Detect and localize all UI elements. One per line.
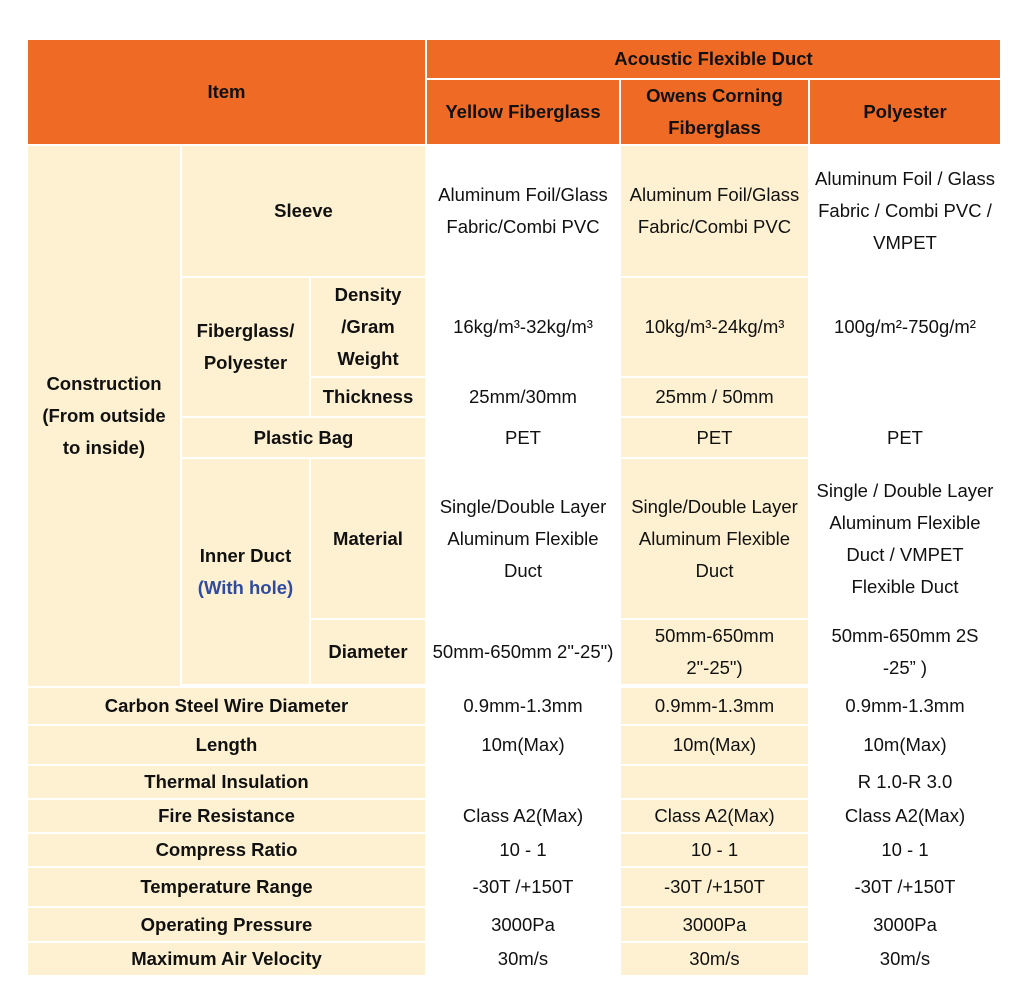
wire-col3: 0.9mm-1.3mm	[809, 687, 1001, 725]
thickness-col2: 25mm / 50mm	[620, 377, 809, 417]
table-row	[27, 687, 1001, 725]
plastic-col1: PET	[426, 417, 620, 458]
header-col3: Polyester	[809, 79, 1001, 145]
material-col3: Single / Double Layer Aluminum Flexible Duct / VMPET Flexible Duct	[809, 458, 1001, 619]
velocity-col2: 30m/s	[620, 942, 809, 976]
thermal-col3: R 1.0-R 3.0	[809, 765, 1001, 799]
density-col3: 100g/m²-750g/m²	[809, 277, 1001, 377]
pressure-col2: 3000Pa	[620, 907, 809, 942]
pressure-col3: 3000Pa	[809, 907, 1001, 942]
compress-col3: 10 - 1	[809, 833, 1001, 867]
density-col1: 16kg/m³-32kg/m³	[426, 277, 620, 377]
temp-label: Temperature Range	[27, 867, 426, 907]
material-col2: Single/Double Layer Aluminum Flexible Duct	[620, 458, 809, 619]
compress-label: Compress Ratio	[27, 833, 426, 867]
header-col1: Yellow Fiberglass	[426, 79, 620, 145]
length-label: Length	[27, 725, 426, 765]
sleeve-col1: Aluminum Foil/Glass Fabric/Combi PVC	[426, 145, 620, 277]
plastic-label: Plastic Bag	[181, 417, 426, 458]
fire-col2: Class A2(Max)	[620, 799, 809, 833]
fire-col3: Class A2(Max)	[809, 799, 1001, 833]
length-col1: 10m(Max)	[426, 725, 620, 765]
thickness-label: Thickness	[310, 377, 426, 417]
material-label: Material	[310, 458, 426, 619]
velocity-col3: 30m/s	[809, 942, 1001, 976]
wire-label: Carbon Steel Wire Diameter	[27, 687, 426, 725]
table-row	[27, 907, 1001, 942]
diameter-col3: 50mm-650mm 2S -25” )	[809, 619, 1001, 685]
table-row	[27, 942, 1001, 976]
sleeve-label: Sleeve	[181, 145, 426, 277]
table-row	[27, 145, 1001, 277]
fiber-label: Fiberglass/ Polyester	[181, 277, 310, 417]
thickness-col3	[809, 377, 1001, 417]
velocity-col1: 30m/s	[426, 942, 620, 976]
compress-col2: 10 - 1	[620, 833, 809, 867]
pressure-label: Operating Pressure	[27, 907, 426, 942]
header-item: Item	[27, 39, 426, 145]
spec-table	[26, 38, 1002, 977]
fire-label: Fire Resistance	[27, 799, 426, 833]
construction-label: Construction (From outside to inside)	[27, 145, 181, 687]
sleeve-col3: Aluminum Foil / Glass Fabric / Combi PVC / VMPET	[809, 145, 1001, 277]
table-row	[27, 833, 1001, 867]
temp-col2: -30T /+150T	[620, 867, 809, 907]
table-row	[27, 799, 1001, 833]
density-label: Density /Gram Weight	[310, 277, 426, 377]
thickness-col1: 25mm/30mm	[426, 377, 620, 417]
inner-duct-title: Inner Duct	[199, 544, 292, 566]
header-col2: Owens Corning Fiberglass	[620, 79, 809, 145]
fire-col1: Class A2(Max)	[426, 799, 620, 833]
plastic-col3: PET	[809, 417, 1001, 458]
thermal-col1	[426, 765, 620, 799]
length-col3: 10m(Max)	[809, 725, 1001, 765]
thermal-col2	[620, 765, 809, 799]
inner-duct-sublabel: (With hole)	[197, 576, 294, 598]
thermal-label: Thermal Insulation	[27, 765, 426, 799]
wire-col1: 0.9mm-1.3mm	[426, 687, 620, 725]
density-col2: 10kg/m³-24kg/m³	[620, 277, 809, 377]
table-row	[27, 867, 1001, 907]
pressure-col1: 3000Pa	[426, 907, 620, 942]
compress-col1: 10 - 1	[426, 833, 620, 867]
table-row	[27, 765, 1001, 799]
wire-col2: 0.9mm-1.3mm	[620, 687, 809, 725]
velocity-label: Maximum Air Velocity	[27, 942, 426, 976]
sleeve-col2: Aluminum Foil/Glass Fabric/Combi PVC	[620, 145, 809, 277]
table-row	[27, 725, 1001, 765]
diameter-col1: 50mm-650mm 2"-25")	[426, 619, 620, 685]
diameter-label: Diameter	[310, 619, 426, 685]
temp-col3: -30T /+150T	[809, 867, 1001, 907]
header-row	[27, 39, 1001, 79]
plastic-col2: PET	[620, 417, 809, 458]
diameter-col2: 50mm-650mm 2"-25")	[620, 619, 809, 685]
length-col2: 10m(Max)	[620, 725, 809, 765]
header-group: Acoustic Flexible Duct	[426, 39, 1001, 79]
temp-col1: -30T /+150T	[426, 867, 620, 907]
inner-duct-label	[181, 458, 310, 685]
material-col1: Single/Double Layer Aluminum Flexible Duct	[426, 458, 620, 619]
